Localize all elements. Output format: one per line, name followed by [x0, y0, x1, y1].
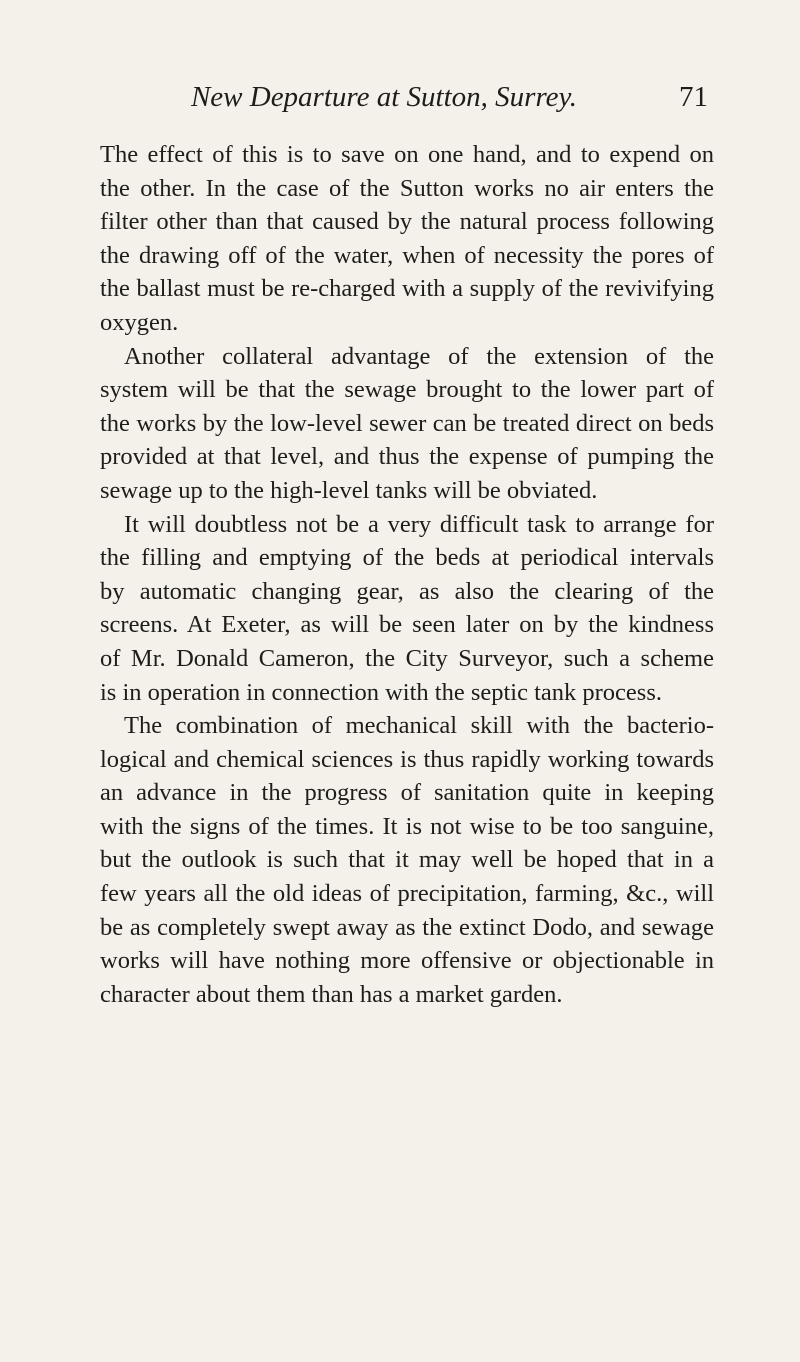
text-line: by automatic changing gear, as also the clearing of the	[100, 577, 714, 605]
text-line: Another collateral advantage of the extension of the	[124, 342, 714, 370]
text-line: be as completely swept away as the extinct Dodo, and sewage	[100, 913, 714, 941]
running-head	[120, 80, 708, 124]
text-line: the other. In the case of the Sutton works no air enters the	[100, 174, 714, 202]
text-line: the works by the low-level sewer can be treated direct on beds	[100, 409, 714, 437]
text-line: works will have nothing more offensive or objectionable in	[100, 947, 714, 975]
text-line: provided at that level, and thus the expense of pumping the	[100, 443, 714, 471]
text-line: logical and chemical sciences is thus rapidly working towards	[100, 745, 714, 773]
text-line: system will be that the sewage brought to the lower part of	[100, 376, 714, 404]
text-line: an advance in the progress of sanitation quite in keeping	[100, 779, 714, 807]
text-line: with the signs of the times. It is not wise to be too sanguine,	[100, 812, 714, 840]
text-line: screens. At Exeter, as will be seen later on by the kindness	[100, 611, 714, 639]
text-line: but the outlook is such that it may well be hoped that in a	[100, 846, 714, 874]
page-number: 71	[679, 81, 708, 113]
text-line: few years all the old ideas of precipitation, farming, &c., will	[100, 880, 714, 908]
text-line: the filling and emptying of the beds at periodical intervals	[100, 544, 714, 572]
text-line: the drawing off of the water, when of necessity the pores of	[100, 241, 714, 269]
text-line: character about them than has a market garden.	[100, 980, 563, 1008]
running-title: New Departure at Sutton, Surrey.	[190, 81, 578, 113]
text-line: It will doubtless not be a very difficult task to arrange for	[124, 510, 714, 538]
text-line: filter other than that caused by the natural process following	[100, 208, 714, 236]
text-line: The combination of mechanical skill with the bacterio-	[124, 712, 714, 740]
body-text	[100, 138, 714, 1011]
text-line: the ballast must be re-charged with a supply of the revivifying	[100, 275, 714, 303]
text-line: sewage up to the high-level tanks will be obviated.	[100, 476, 598, 504]
text-line: is in operation in connection with the septic tank process.	[100, 678, 663, 706]
text-line: of Mr. Donald Cameron, the City Surveyor, such a scheme	[100, 644, 714, 672]
text-line: The effect of this is to save on one hand, and to expend on	[100, 141, 714, 168]
text-line: oxygen.	[100, 308, 179, 336]
